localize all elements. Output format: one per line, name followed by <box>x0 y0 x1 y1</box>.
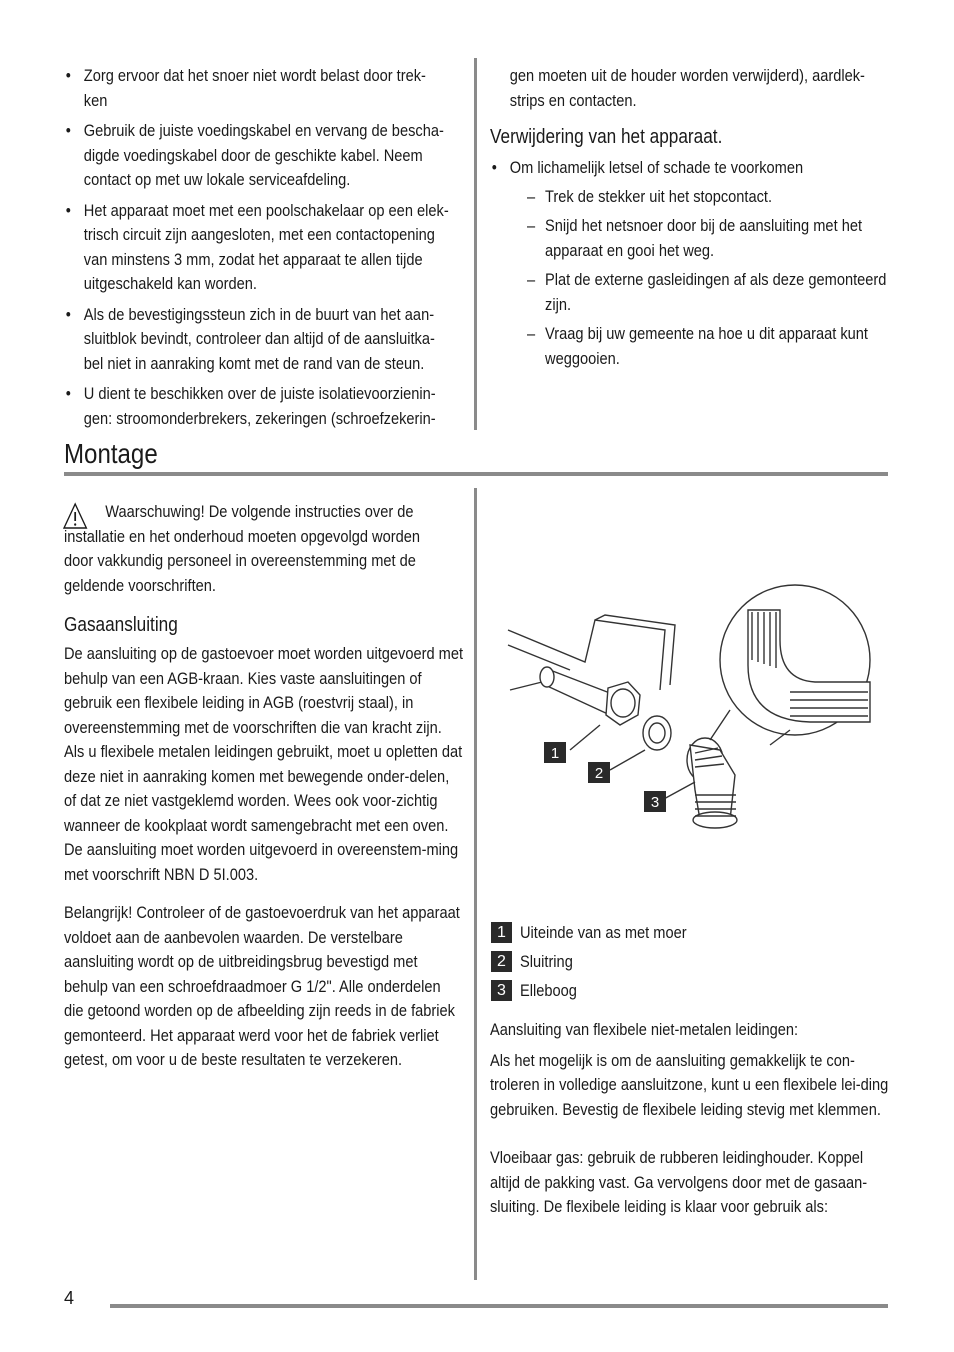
warning-body: De volgende instructies over de installatie en het onderhoud moeten opgevolgd worden door vakkundig personeel in overeenstemming met de geldende voorschriften. <box>64 502 421 595</box>
warning-block <box>64 500 468 598</box>
gas-heading: Gasaansluiting <box>64 614 178 636</box>
list-item: – Snijd het netsnoer door bij de aansluiting met het apparaat en gooi het weg. <box>527 214 889 263</box>
list-item-label: Om lichamelijk letsel of schade te voorkomen <box>509 158 804 177</box>
lpg-body: : gebruik de rubberen leidinghouder. Koppel altijd de pakking vast. Ga vervolgens door met de gasaan-sluiting. De flexibele leiding is klaar voor gebruik als: <box>490 1148 868 1216</box>
legend-text: Sluitring <box>520 951 573 971</box>
warning-text <box>64 500 442 598</box>
column-divider-main <box>474 488 477 1280</box>
figure-callout <box>544 742 666 812</box>
top-left-column <box>64 64 460 437</box>
callout-1: 1 <box>550 745 560 762</box>
legend-number: 3 <box>491 980 512 1001</box>
page-number: 4 <box>64 1288 75 1308</box>
important-body: Controleer of de gastoevoerdruk van het apparaat voldoet aan de aanbevolen waarden. De verstelbare aansluiting wordt op de uitbreidingsbrug bevestigd met behulp van een schroefdraadmoer G 1/2". Alle onderdelen die getoond worden op de afbeelding zijn reeds in de fabriek gemonteerd. Het apparaat werd voor het de fabriek verliet getest, om voor u de beste resultaten te verzekeren. <box>64 903 460 1069</box>
list-item: – Trek de stekker uit het stopcontact. <box>527 185 889 210</box>
important-label: Belangrijk! <box>64 903 133 922</box>
footer-rule <box>110 1304 888 1308</box>
list-item: – Vraag bij uw gemeente na hoe u dit apparaat kunt weggooien. <box>527 322 889 371</box>
disposal-list <box>490 156 886 371</box>
section-title: Montage <box>64 438 158 469</box>
top-right-column <box>490 64 886 377</box>
continued-text: gen moeten uit de houder worden verwijderd), aardlek-strips en contacten. <box>509 66 865 110</box>
list-item: • Het apparaat moet met een poolschakelaar op een elek-trisch circuit zijn aangesloten, met een contactopening van minstens 3 mm, zodat het apparaat te allen tijde uitgeschakeld kan worden. <box>64 199 454 297</box>
legend-number: 1 <box>491 922 512 943</box>
legend-item <box>491 918 911 947</box>
right-column-text <box>490 1018 889 1220</box>
gas-paragraph-2: De aansluiting moet worden uitgevoerd in overeenstem-ming met voorschrift NBN D 5I.003. <box>64 840 459 884</box>
list-item: – Plat de externe gasleidingen af als deze gemonteerd zijn. <box>527 268 889 317</box>
disposal-heading: Verwijdering van het apparaat. <box>490 126 723 148</box>
legend-text: Uiteinde van as met moer <box>520 922 687 942</box>
flex-heading: Aansluiting van flexibele niet-metalen leidingen: <box>490 1020 799 1039</box>
legend-item <box>491 947 911 976</box>
list-item: • Zorg ervoor dat het snoer niet wordt belast door trek-ken <box>64 64 445 113</box>
list-item <box>490 156 886 371</box>
column-divider-top <box>474 58 477 430</box>
left-column <box>64 500 468 1073</box>
legend-text: Elleboog <box>520 980 577 1000</box>
callout-2: 2 <box>594 765 604 782</box>
list-item: • Gebruik de juiste voedingskabel en vervang de bescha-digde voedingskabel door de geschikte kabel. Neem contact op met uw lokale serviceafdeling. <box>64 119 454 193</box>
important-text <box>64 901 464 1073</box>
gas-paragraph: De aansluiting op de gastoevoer moet worden uitgevoerd met behulp van een AGB-kraan. Kies vaste aansluitingen of gebruik een flexibele leiding in AGB (roestvrij staal), in overeenstemming met de voorschriften die van kracht zijn. Als u flexibele metalen leidingen gebruikt, moet u opletten dat deze niet in aanraking komen met bewegende onder-delen, of dat ze niet vastgeklemd worden. Wees ook voor-zichtig wanneer de kookplaat wordt samengebracht met een oven. <box>64 644 464 835</box>
gas-connection-figure <box>490 570 890 840</box>
list-item: • Als de bevestigingssteun zich in de buurt van het aan-sluitblok bevindt, controleer dan altijd of de aansluitka-bel niet in aanraking komt met de rand van de steun. <box>64 303 454 377</box>
warning-icon <box>62 502 88 530</box>
lpg-paragraph <box>490 1146 890 1220</box>
callout-3: 3 <box>650 794 660 811</box>
electrical-bullet-list <box>64 64 460 431</box>
section-rule <box>64 472 888 476</box>
lpg-label: Vloeibaar gas <box>490 1148 580 1167</box>
warning-label: Waarschuwing! <box>105 502 205 521</box>
figure-legend <box>491 918 911 1005</box>
flex-paragraph: Als het mogelijk is om de aansluiting gemakkelijk te con-troleren in volledige aansluitzone, kunt u een flexibele lei-ding gebruiken. Bevestig de flexibele leiding stevig met klemmen. <box>490 1050 889 1119</box>
disposal-steps <box>510 185 886 372</box>
legend-item <box>491 976 911 1005</box>
list-item: • U dient te beschikken over de juiste isolatievoorzienin-gen: stroomonderbrekers, zekeringen (schroefzekerin- <box>64 382 454 431</box>
legend-number: 2 <box>491 951 512 972</box>
